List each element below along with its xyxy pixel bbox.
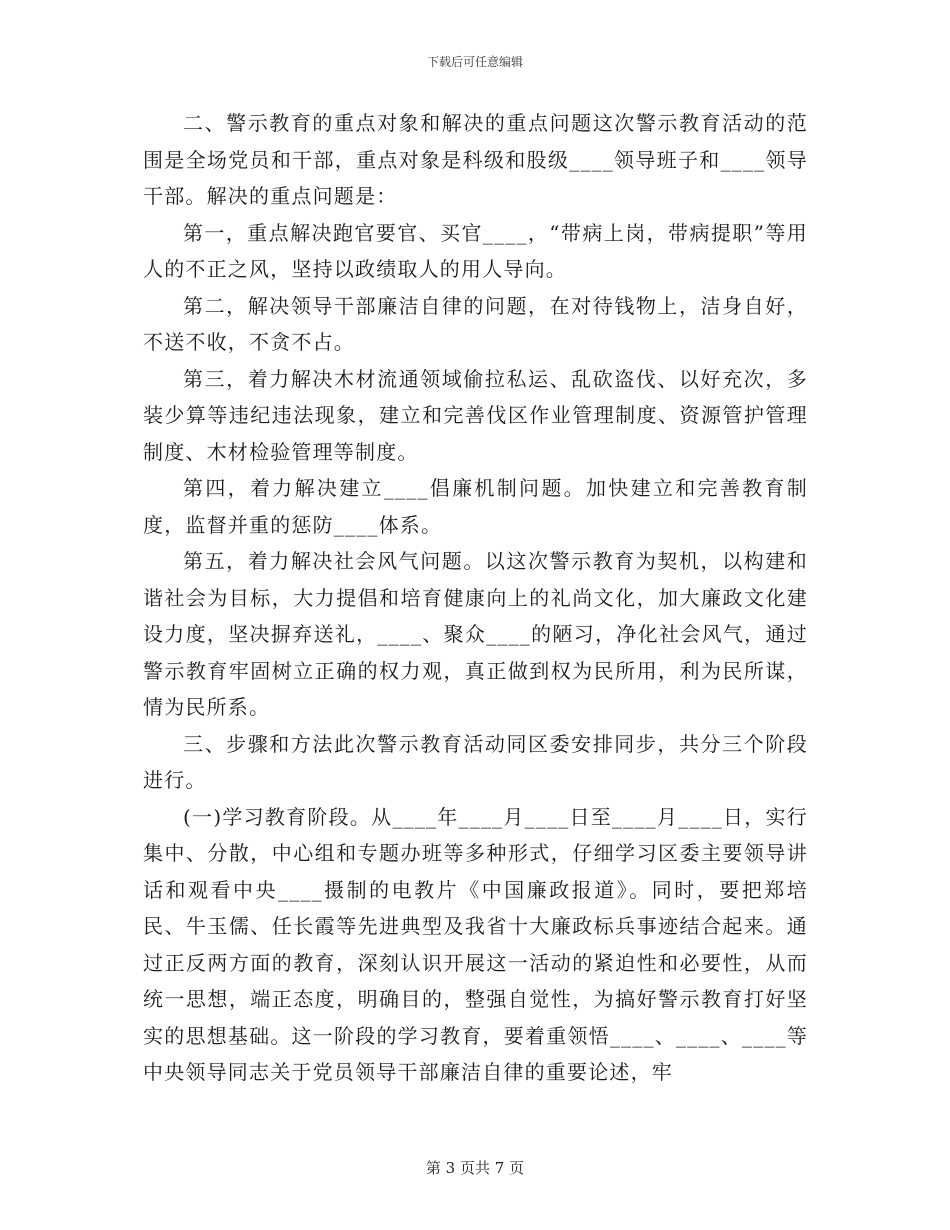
document-body (143, 105, 808, 1091)
paragraph-point-three: 第三，着力解决木材流通领域偷拉私运、乱砍盗伐、以好充次，多装少算等违纪违法现象，建立和完善伐区作业管理制度、资源管护管理制度、木材检验管理等制度。 (143, 366, 808, 464)
paragraph-point-one: 第一，重点解决跑官要官、买官____，“带病上岗，带病提职”等用人的不正之风，坚持以政绩取人的用人导向。 (143, 220, 808, 281)
paragraph-focus-targets: 二、警示教育的重点对象和解决的重点问题这次警示教育活动的范围是全场党员和干部，重点对象是科级和股级____领导班子和____领导干部。解决的重点问题是： (143, 111, 808, 208)
paragraph-point-five: 第五，着力解决社会风气问题。以这次警示教育为契机，以构建和谐社会为目标，大力提倡和培育健康向上的礼尚文化，加大廉政文化建设力度，坚决摒弃送礼，____、聚众____的陋习，净化社会风气，通过警示教育牢固树立正确的权力观，真正做到权为民所用，利为民所谋，情为民所系。 (143, 549, 808, 719)
paragraph-study-stage: (一)学习教育阶段。从____年____月____日至____月____日，实行集中、分散，中心组和专题办班等多种形式，仔细学习区委主要领导讲话和观看中央____摄制的电教片《中国廉政报道》。同时，要把郑培民、牛玉儒、任长霞等先进典型及我省十大廉政标兵事迹结合起来。通过正反两方面的教育，深刻认识开展这一活动的紧迫性和必要性，从而统一思想，端正态度，明确目的，整强自觉性，为搞好警示教育打好坚实的思想基础。这一阶段的学习教育，要着重领悟____、____、____等中央领导同志关于党员领导干部廉洁自律的重要论述，牢 (143, 804, 808, 1084)
paragraph-steps-methods: 三、步骤和方法此次警示教育活动同区委安排同步，共分三个阶段进行。 (143, 731, 808, 792)
page-number: 第 3 页共 7 页 (425, 1159, 525, 1177)
page-header: 下载后可任意编辑 (426, 55, 523, 69)
paragraph-point-two: 第二，解决领导干部廉洁自律的问题，在对待钱物上，洁身自好，不送不收，不贪不占。 (143, 293, 808, 354)
paragraph-point-four: 第四，着力解决建立____倡廉机制问题。加快建立和完善教育制度，监督并重的惩防____体系。 (143, 476, 808, 537)
